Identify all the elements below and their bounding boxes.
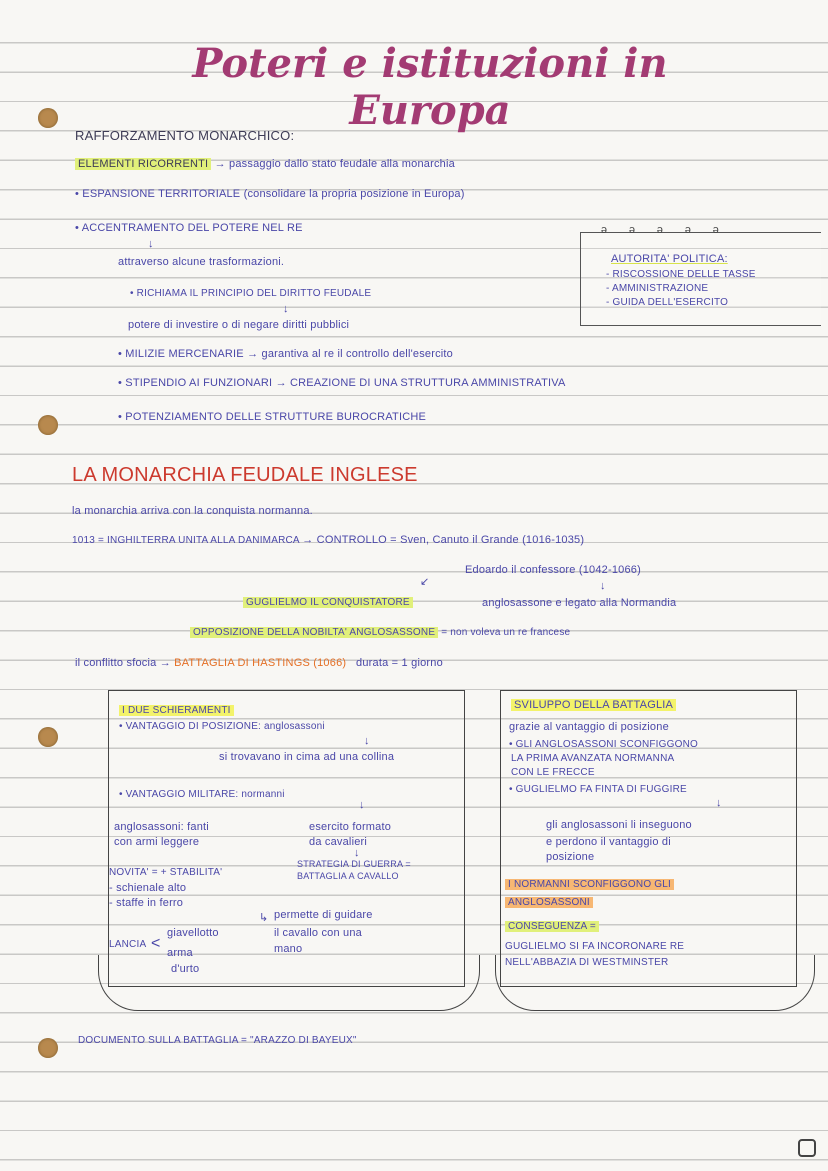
section-heading: RAFFORZAMENTO MONARCHICO: [75, 128, 295, 143]
text-line: da cavalieri [309, 836, 368, 848]
text-line: STRATEGIA DI GUERRA = [297, 859, 411, 869]
box-title: AUTORITA' POLITICA: [611, 253, 728, 265]
text-line: il cavallo con una [274, 927, 362, 939]
box-item: - RISCOSSIONE DELLE TASSE [606, 269, 756, 280]
text-line: LA PRIMA AVANZATA NORMANNA [511, 753, 675, 764]
arrow-down-icon: ↓ [354, 847, 360, 859]
arrow-down-icon: ↓ [364, 735, 370, 747]
text-line: • GUGLIELMO FA FINTA DI FUGGIRE [509, 784, 687, 795]
text: CONSEGUENZA = [505, 921, 599, 932]
text-line: • VANTAGGIO MILITARE: normanni [119, 789, 285, 800]
text-line: NELL'ABBAZIA DI WESTMINSTER [505, 957, 669, 968]
text: BATTAGLIA DI HASTINGS (1066) [174, 657, 347, 669]
political-authority-box [580, 219, 821, 326]
text-line: • VANTAGGIO DI POSIZIONE: anglosassoni [119, 721, 325, 732]
bullet-milizie: • MILIZIE MERCENARIE → garantiva al re il controllo dell'esercito [118, 348, 454, 360]
text-line: si trovavano in cima ad una collina [219, 751, 395, 763]
app-logo-icon [798, 1139, 816, 1157]
highlight-line [505, 921, 599, 932]
bullet-accentramento: • ACCENTRAMENTO DEL POTERE NEL RE [75, 222, 303, 234]
highlight-line [505, 897, 593, 908]
box-item: - GUIDA DELL'ESERCITO [606, 297, 729, 308]
highlighted-label: ELEMENTI RICORRENTI [75, 158, 211, 170]
text-line: anglosassoni: fanti [114, 821, 209, 833]
text-line: arma [167, 947, 193, 959]
page-title: Poteri e istituzioni in Europa [192, 40, 668, 134]
text-line: • GLI ANGLOSASSONI SCONFIGGONO [509, 739, 698, 750]
text: → passaggio dallo stato feudale alla monarchia [214, 158, 455, 170]
highlight-line [505, 879, 674, 890]
binder-hole [38, 108, 58, 128]
binder-hole [38, 727, 58, 747]
elements-line [75, 158, 455, 170]
bullet-espansione: • ESPANSIONE TERRITORIALE (consolidare la propria posizione in Europa) [75, 188, 465, 200]
arrow-down-icon: ↓ [600, 580, 606, 592]
bracket-icon: < [151, 935, 161, 952]
text-line: e perdono il vantaggio di [546, 836, 671, 848]
scroll-heading [511, 699, 676, 711]
bullet-stipendio: • STIPENDIO AI FUNZIONARI → CREAZIONE DI UNA STRUTTURA AMMINISTRATIVA [118, 377, 566, 389]
arrow-icon: ↙ [420, 576, 430, 588]
right-scroll [500, 690, 797, 987]
text-line: attraverso alcune trasformazioni. [118, 256, 285, 268]
text-line: permette di guidare [274, 909, 373, 921]
arrow-down-icon: ↓ [148, 238, 154, 250]
footer-note: DOCUMENTO SULLA BATTAGLIA = "ARAZZO DI BAYEUX" [78, 1035, 357, 1046]
text-line: esercito formato [309, 821, 392, 833]
text-line: giavellotto [167, 927, 219, 939]
text: il conflitto sfocia → [75, 657, 171, 669]
text: GUGLIELMO IL CONQUISTATORE [243, 597, 413, 608]
text-line: grazie al vantaggio di posizione [509, 721, 669, 733]
bullet-richiama: • RICHIAMA IL PRINCIPIO DEL DIRITTO FEUDALE [130, 288, 372, 299]
text-line: LANCIA [109, 939, 147, 950]
text-line: - staffe in ferro [109, 897, 184, 909]
text-line: anglosassone e legato alla Normandia [482, 597, 677, 609]
left-scroll [108, 690, 465, 987]
arrow-down-icon: ↓ [716, 797, 722, 809]
binder-hole [38, 1038, 58, 1058]
text-line: BATTAGLIA A CAVALLO [297, 871, 399, 881]
text: I NORMANNI SCONFIGGONO GLI [505, 879, 674, 890]
text-line: NOVITA' = + STABILITA' [109, 867, 223, 878]
text-line: d'urto [171, 963, 200, 975]
bullet-potenziamento: • POTENZIAMENTO DELLE STRUTTURE BUROCRATICHE [118, 411, 427, 423]
arrow-icon: ↳ [259, 912, 269, 924]
text: ANGLOSASSONI [505, 897, 593, 908]
highlighted-name [243, 597, 413, 608]
text-line: CON LE FRECCE [511, 767, 595, 778]
text: = non voleva un re francese [441, 627, 571, 638]
text-line: GUGLIELMO SI FA INCORONARE RE [505, 941, 685, 952]
text-line: mano [274, 943, 303, 955]
text-line: - schienale alto [109, 882, 187, 894]
text: → CONTROLLO = Sven, Canuto il Grande (1016-1035) [302, 534, 585, 546]
text-line [75, 657, 443, 669]
text-line [190, 627, 570, 638]
text-line: gli anglosassoni li inseguono [546, 819, 692, 831]
text-line: posizione [546, 851, 595, 863]
text-line: Edoardo il confessore (1042-1066) [465, 564, 641, 576]
text: 1013 = INGHILTERRA UNITA ALLA DANIMARCA [72, 535, 300, 546]
scroll-curl [98, 955, 480, 1011]
arrow-down-icon: ↓ [359, 799, 365, 811]
text-line: la monarchia arriva con la conquista normanna. [72, 505, 313, 517]
binder-hole [38, 415, 58, 435]
text-line: con armi leggere [114, 836, 200, 848]
scroll-curl [495, 955, 815, 1011]
text: SVILUPPO DELLA BATTAGLIA [511, 699, 676, 711]
text-line [72, 534, 584, 546]
ring-icons: ₔₔₔₔₔ [601, 219, 741, 236]
text: durata = 1 giorno [356, 657, 443, 669]
section-heading: LA MONARCHIA FEUDALE INGLESE [72, 464, 418, 486]
text: OPPOSIZIONE DELLA NOBILTA' ANGLOSASSONE [190, 627, 438, 638]
text-line: potere di investire o di negare diritti pubblici [128, 319, 350, 331]
scroll-heading [119, 705, 234, 716]
box-item: - AMMINISTRAZIONE [606, 283, 709, 294]
arrow-down-icon: ↓ [283, 303, 289, 315]
text: I DUE SCHIERAMENTI [119, 705, 234, 716]
